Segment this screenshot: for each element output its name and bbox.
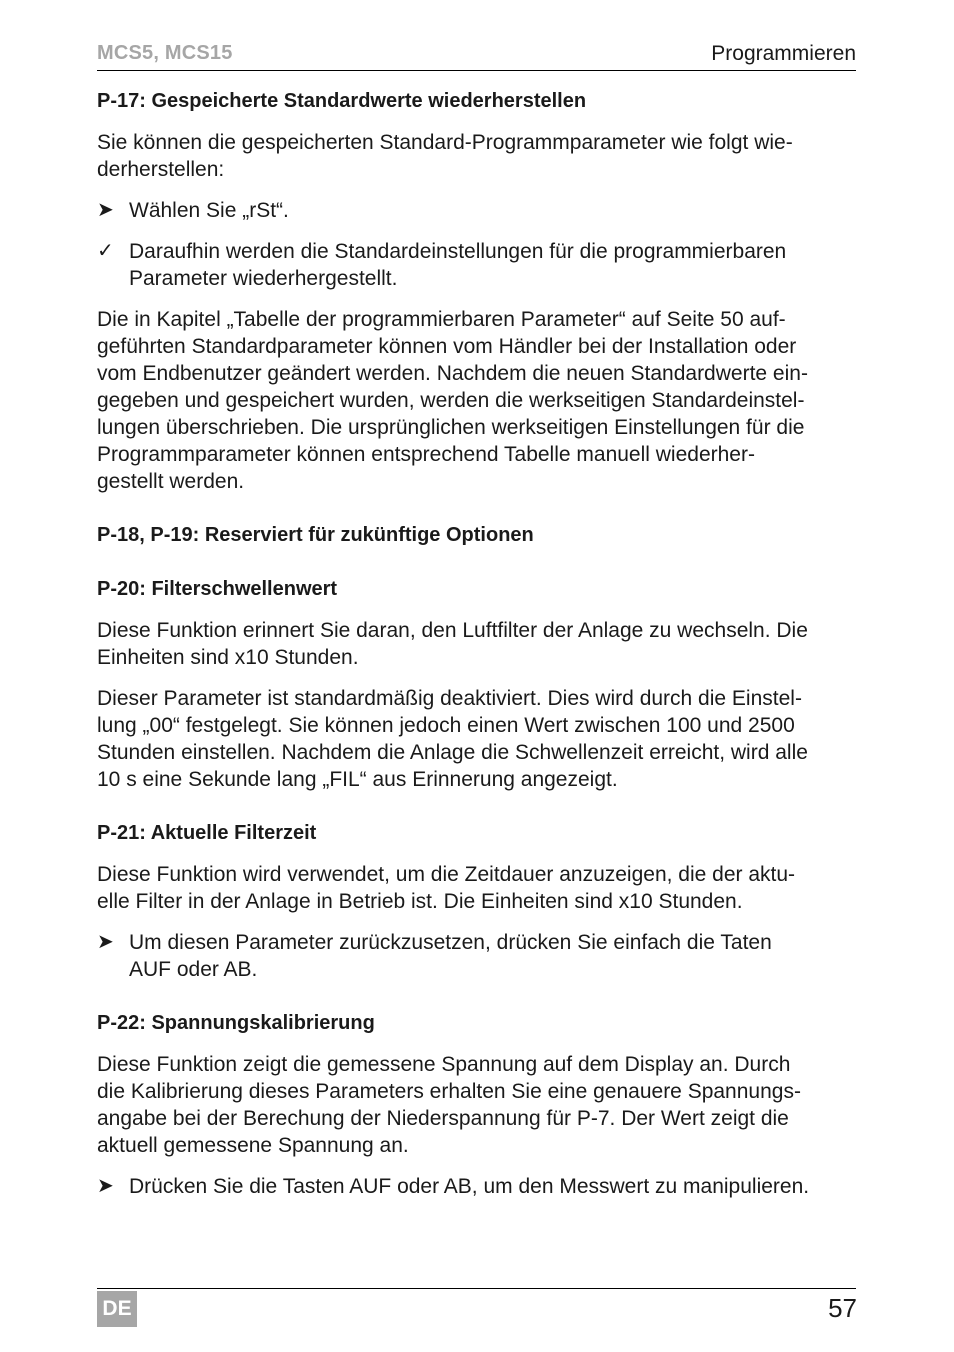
p17-intro-line-2: derherstellen: (97, 158, 225, 181)
checkmark-icon: ✓ (97, 240, 114, 262)
footer-divider (97, 1288, 856, 1289)
p17-details-line: gegeben und gespeichert wurden, werden die werkseitigen Standardeinstel- (97, 389, 805, 412)
p20-intro-paragraph (97, 617, 859, 671)
p22-step-text: Drücken Sie die Tasten AUF oder AB, um den Messwert zu manipulieren. (129, 1175, 810, 1198)
arrow-bullet-icon: ➤ (97, 199, 114, 221)
p17-details-line: vom Endbenutzer geändert werden. Nachdem die neuen Standardwerte ein- (97, 362, 808, 385)
p22-intro-line: die Kalibrierung dieses Parameters erhalten Sie eine genauere Spannungs- (97, 1080, 801, 1103)
arrow-bullet-icon: ➤ (97, 931, 114, 953)
p20-details-paragraph (97, 685, 859, 793)
arrow-bullet-icon: ➤ (97, 1175, 114, 1197)
p20-intro-line: Einheiten sind x10 Stunden. (97, 646, 359, 669)
main-content (97, 88, 859, 1200)
p21-intro-line: Diese Funktion wird verwendet, um die Zeitdauer anzuzeigen, die der aktu- (97, 863, 796, 886)
p17-intro-paragraph (97, 129, 859, 183)
p20-details-line: Stunden einstellen. Nachdem die Anlage die Schwellenzeit erreicht, wird alle (97, 741, 808, 764)
p17-details-line: Programmparameter können entsprechend Tabelle manuell wiederher- (97, 443, 755, 466)
section-heading-p18: P-18, P-19: Reserviert für zukünftige Optionen (97, 524, 534, 546)
language-badge: DE (97, 1291, 137, 1327)
p17-details-line: Die in Kapitel „Tabelle der programmierbaren Parameter“ auf Seite 50 auf- (97, 308, 786, 331)
p17-details-line: geführten Standardparameter können vom Händler bei der Installation oder (97, 335, 797, 358)
p20-details-line: Dieser Parameter ist standardmäßig deaktiviert. Dies wird durch die Einstel- (97, 687, 802, 710)
page-header (97, 40, 856, 71)
p17-result-line-2: Parameter wiederhergestellt. (129, 267, 398, 290)
p22-step-item (97, 1173, 859, 1200)
p17-details-paragraph (97, 306, 859, 495)
p17-result-line-1: Daraufhin werden die Standardeinstellungen für die programmierbaren (129, 240, 787, 263)
p17-result-item (97, 238, 859, 292)
p22-intro-line: Diese Funktion zeigt die gemessene Spannung auf dem Display an. Durch (97, 1053, 791, 1076)
p22-intro-line: aktuell gemessene Spannung an. (97, 1134, 409, 1157)
p17-details-line: gestellt werden. (97, 470, 245, 493)
section-heading-p17: P-17: Gespeicherte Standardwerte wiederherstellen (97, 90, 587, 112)
p17-intro-line-1: Sie können die gespeicherten Standard-Programmparameter wie folgt wie- (97, 131, 793, 154)
p20-intro-line: Diese Funktion erinnert Sie daran, den Luftfilter der Anlage zu wechseln. Die (97, 619, 808, 642)
p20-details-line: lung „00“ festgelegt. Sie können jedoch einen Wert zwischen 100 und 2500 (97, 714, 795, 737)
section-heading-p21: P-21: Aktuelle Filterzeit (97, 822, 317, 844)
p21-intro-paragraph (97, 861, 859, 915)
p21-step-item (97, 929, 859, 983)
page-number: 57 (828, 1293, 857, 1323)
model-name: MCS5, MCS15 (97, 42, 233, 64)
p21-step-line: Um diesen Parameter zurückzusetzen, drücken Sie einfach die Taten (129, 931, 772, 954)
p22-intro-line: angabe bei der Berechung der Niederspannung für P-7. Der Wert zeigt die (97, 1107, 789, 1130)
p21-step-line: AUF oder AB. (129, 958, 258, 981)
p17-step-item (97, 197, 859, 224)
p22-intro-paragraph (97, 1051, 859, 1159)
chapter-title: Programmieren (711, 42, 856, 65)
p17-step-text: Wählen Sie „rSt“. (129, 199, 289, 222)
p20-details-line: 10 s eine Sekunde lang „FIL“ aus Erinnerung angezeigt. (97, 768, 618, 791)
p21-intro-line: elle Filter in der Anlage in Betrieb ist. Die Einheiten sind x10 Stunden. (97, 890, 743, 913)
p17-details-line: lungen überschrieben. Die ursprünglichen werkseitigen Einstellungen für die (97, 416, 805, 439)
section-heading-p20: P-20: Filterschwellenwert (97, 578, 338, 600)
section-heading-p22: P-22: Spannungskalibrierung (97, 1012, 375, 1034)
